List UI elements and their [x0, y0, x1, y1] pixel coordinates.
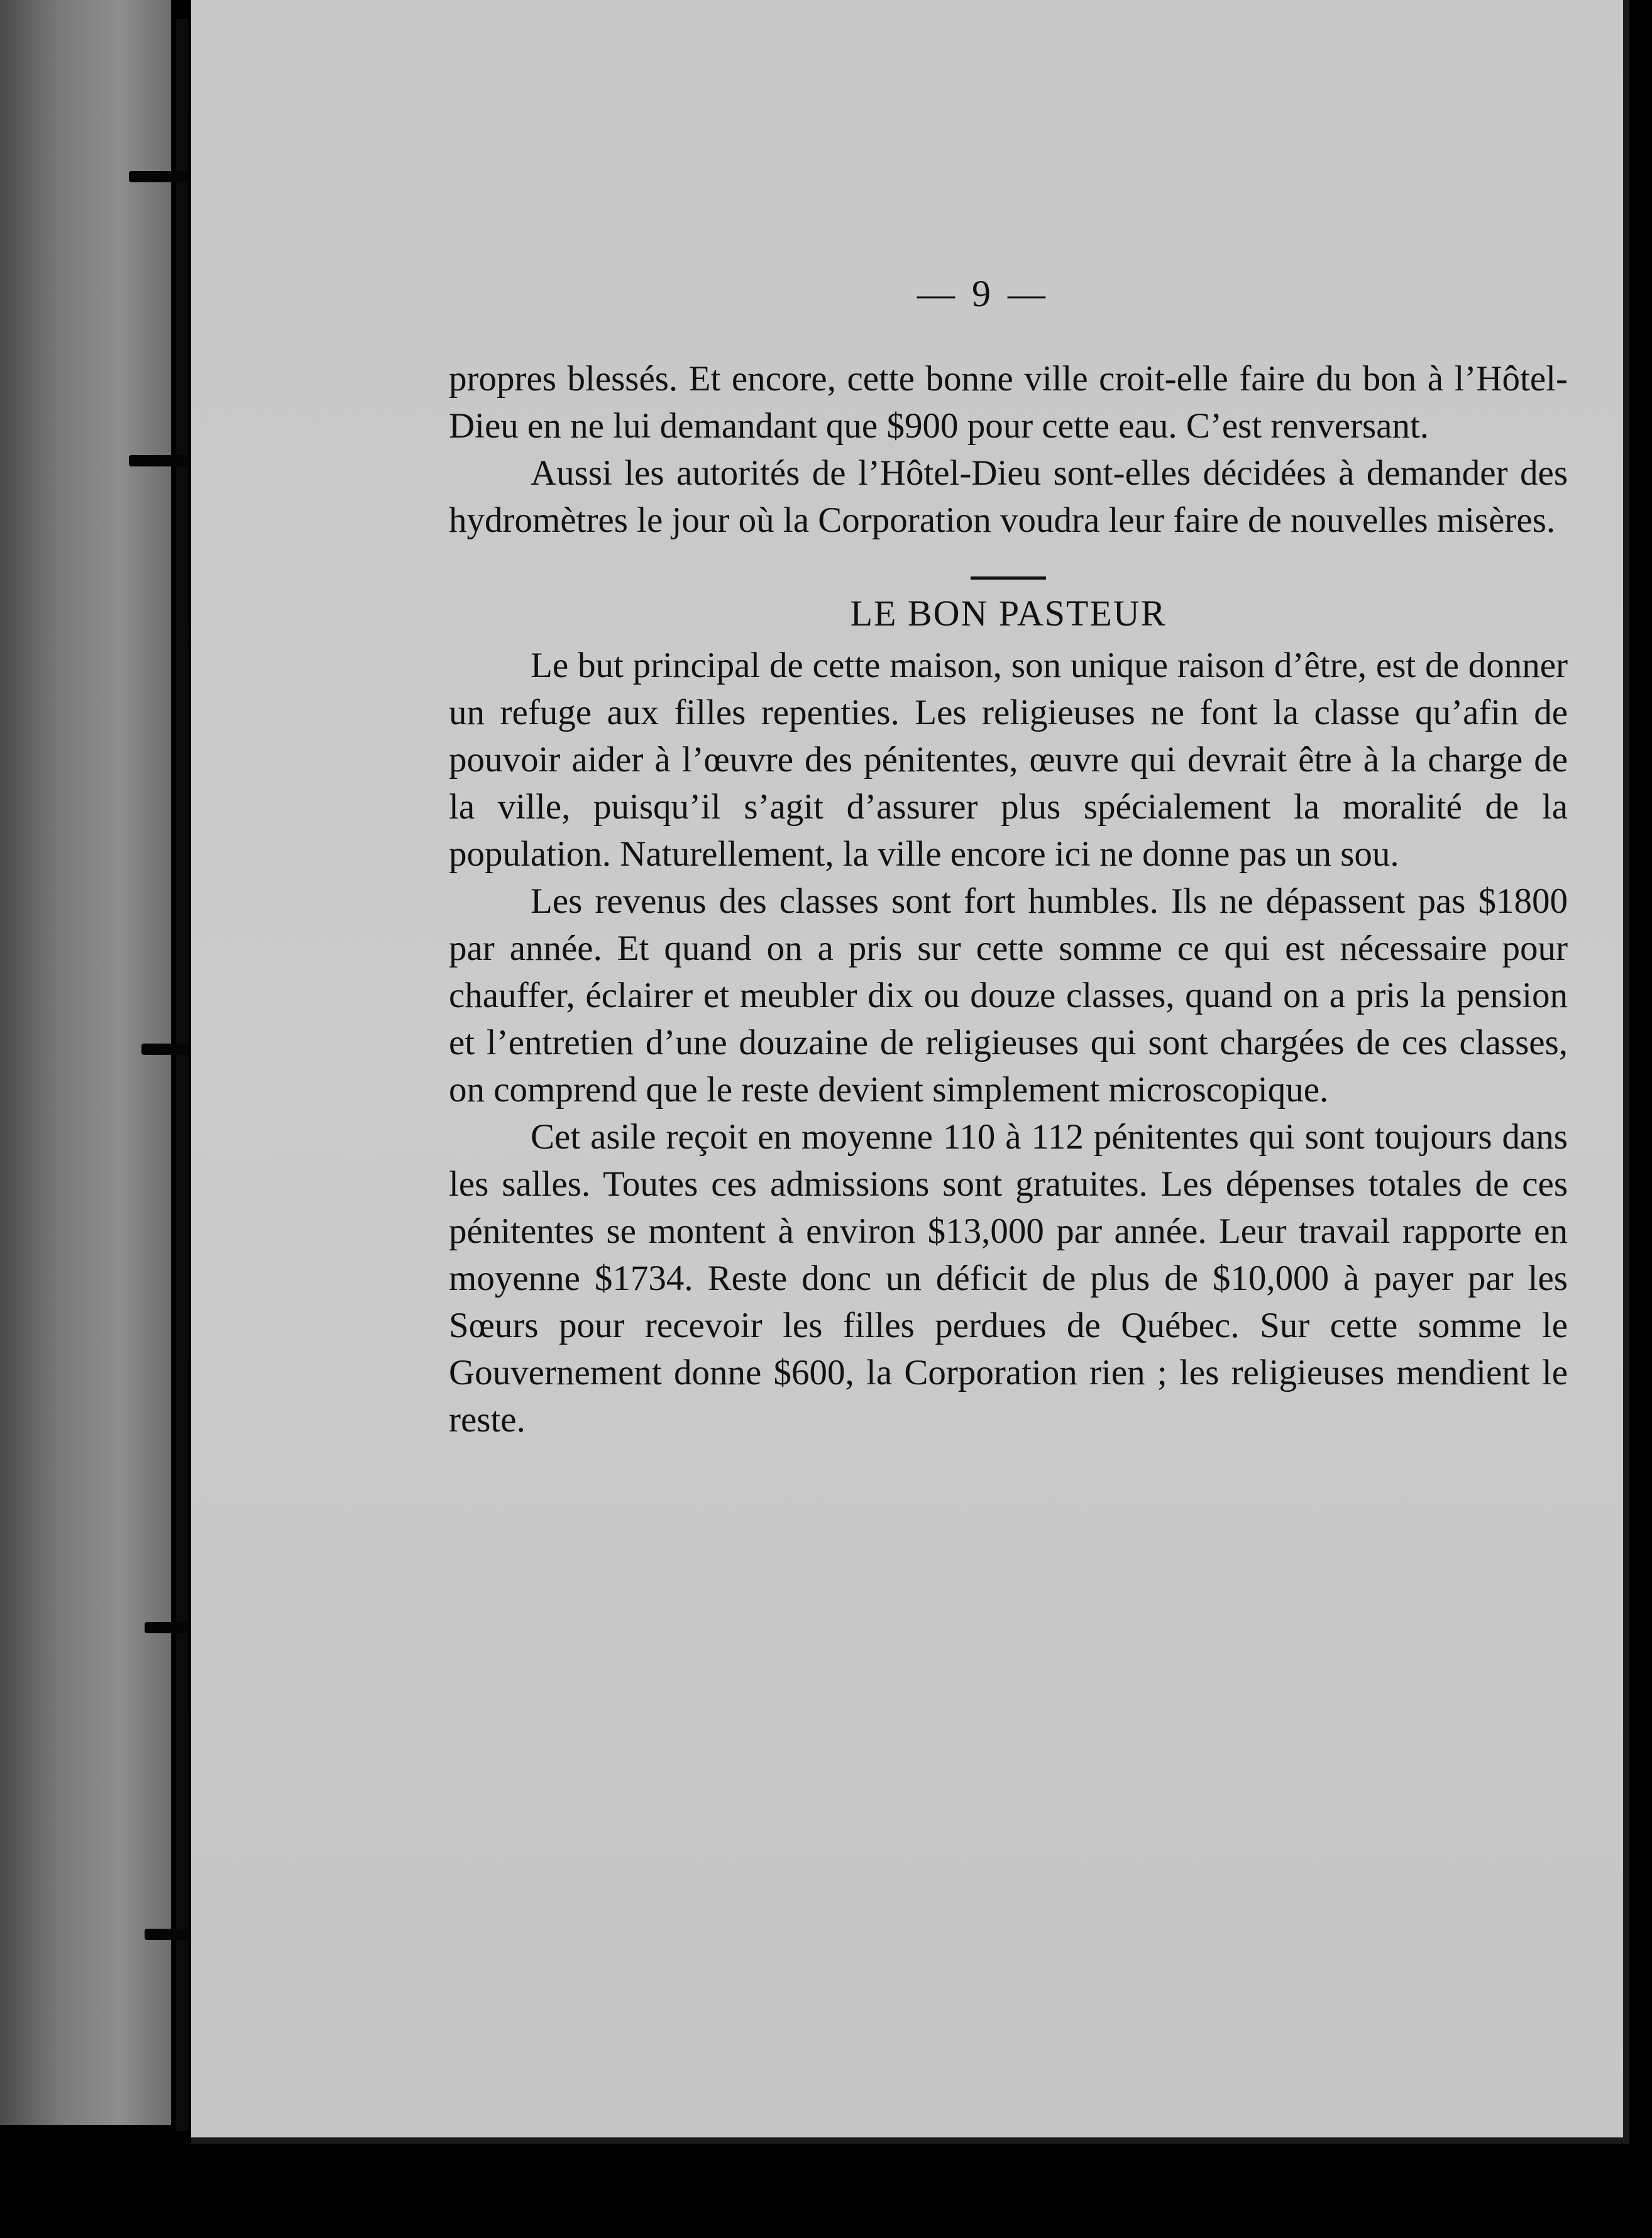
paragraph: Les revenus des classes sont fort humbles. Ils ne dépassent pas $1800 par année. Et quand on a pris sur cette somme ce qui est nécessaire pour chauffer, éclairer et meubler dix ou douze classes, quand on a pris la pension et l’entretien d’une douzaine de religieuses qui sont chargées de ces classes, on comprend que le reste devient simplement microscopique. [449, 881, 1568, 1110]
page-text [449, 270, 1568, 1443]
book-page [191, 0, 1629, 2144]
section-heading: LE BON PASTEUR [850, 593, 1167, 634]
paragraph: Le but principal de cette maison, son unique raison d’être, est de donner un refuge aux filles repenties. Les religieuses ne font la classe qu’afin de pouvoir aider à l’œuvre des pénitentes, œuvre qui devrait être à la charge de la ville, puisqu’il s’agit d’assurer plus spécialement la moralité de la population. Naturellement, la ville encore ici ne donne pas un sou. [449, 646, 1568, 874]
previous-page-edge [0, 0, 171, 2125]
binding-spine [176, 19, 189, 2131]
paragraph: Cet asile reçoit en moyenne 110 à 112 pénitentes qui sont toujours dans les salles. Toutes ces admissions sont gratuites. Les dépenses totales de ces pénitentes se montent à environ $13,000 par année. Leur travail rapporte en moyenne $1734. Reste donc un déficit de plus de $10,000 à payer par les Sœurs pour recevoir les filles perdues de Québec. Sur cette somme le Gouvernement donne $600, la Corporation rien ; les religieuses mendient le reste. [449, 1117, 1568, 1440]
paragraph: propres blessés. Et encore, cette bonne ville croit-elle faire du bon à l’Hôtel-Dieu en ne lui demandant que $900 pour cette eau. C’est renversant. [449, 359, 1568, 446]
page-number: — 9 — [917, 273, 1049, 314]
paragraph: Aussi les autorités de l’Hôtel-Dieu sont-elles décidées à demander des hydromètres le jour où la Corporation voudra leur faire de nouvelles misères. [449, 453, 1568, 540]
section-divider [971, 576, 1046, 580]
